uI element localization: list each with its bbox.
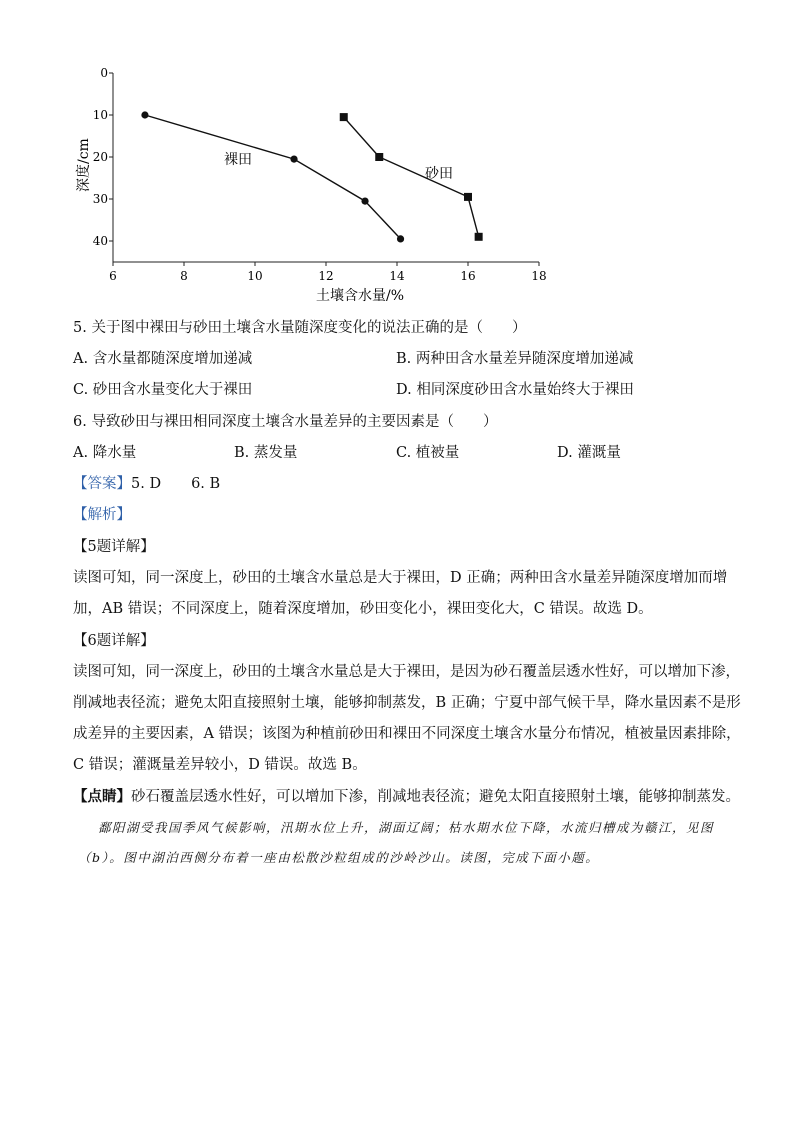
q5-option-b: B. 两种田含水量差异随深度增加递减: [396, 351, 634, 367]
analysis-tag: 【解析】: [73, 507, 131, 523]
data-point-circle: [290, 156, 297, 163]
tip-tag: 【点睛】: [73, 788, 131, 805]
series-label-sand: 砂田: [425, 166, 453, 182]
q5-option-a: A. 含水量都随深度增加递减: [73, 351, 253, 367]
detail6-line3: 成差异的主要因素，A 错误；该图为种植前砂田和裸田不同深度土壤含水量分布情况，植被量因素排除，: [73, 726, 741, 742]
answer-5: 5. D: [131, 476, 162, 492]
x-tick-label: 8: [180, 269, 188, 283]
x-axis-label: 土壤含水量/%: [316, 288, 405, 304]
x-tick-label: 10: [247, 269, 263, 283]
series-line-0: [145, 115, 401, 239]
detail6-tag: 【6题详解】: [73, 633, 155, 649]
q6-option-b: B. 蒸发量: [234, 445, 298, 461]
x-tick-label: 12: [318, 269, 334, 283]
series-label-bare: 裸田: [224, 152, 252, 168]
y-tick-label: 20: [92, 150, 108, 164]
data-point-square: [464, 193, 472, 201]
detail5-tag: 【5题详解】: [73, 539, 155, 555]
answer-6: 6. B: [191, 476, 221, 492]
tip-text: 砂石覆盖层透水性好，可以增加下渗，削减地表径流；避免太阳直接照射土壤，能够抑制蒸发。: [131, 789, 740, 805]
soil-moisture-chart: [0, 0, 794, 320]
detail5-line1: 读图可知，同一深度上，砂田的土壤含水量总是大于裸田，D 正确；两种田含水量差异随深度增加而增: [73, 570, 728, 586]
detail6-line4: C 错误；灌溉量差异较小，D 错误。故选 B。: [73, 757, 367, 773]
x-tick-label: 6: [109, 269, 117, 283]
q6-option-c: C. 植被量: [396, 445, 460, 461]
next-passage-line2: （b）。图中湖泊西侧分布着一座由松散沙粒组成的沙岭沙山。读图，完成下面小题。: [78, 850, 600, 865]
answer-tag: 【答案】: [73, 476, 131, 492]
tip-line: [73, 785, 740, 806]
data-point-square: [375, 153, 383, 161]
x-tick-label: 16: [460, 269, 476, 283]
q5-option-c: C. 砂田含水量变化大于裸田: [73, 382, 253, 398]
y-axis-label: 深度/cm: [76, 138, 92, 192]
q5-option-d: D. 相同深度砂田含水量始终大于裸田: [396, 382, 634, 398]
y-tick-label: 0: [100, 66, 108, 80]
detail6-line2: 削减地表径流；避免太阳直接照射土壤，能够抑制蒸发，B 正确；宁夏中部气候干旱，降水量因素不是形: [73, 695, 741, 711]
data-point-square: [340, 113, 348, 121]
q5-stem: 5. 关于图中裸田与砂田土壤含水量随深度变化的说法正确的是（ ）: [73, 320, 527, 336]
series-line-1: [344, 117, 479, 237]
data-point-circle: [141, 111, 148, 118]
q6-option-a: A. 降水量: [73, 445, 137, 461]
data-point-circle: [361, 198, 368, 205]
q6-option-d: D. 灌溉量: [557, 445, 621, 461]
q6-stem: 6. 导致砂田与裸田相同深度土壤含水量差异的主要因素是（ ）: [73, 414, 498, 430]
x-tick-label: 14: [389, 269, 405, 283]
answer-line: [73, 472, 220, 493]
y-tick-label: 30: [92, 192, 108, 206]
detail5-line2: 加，AB 错误；不同深度上，随着深度增加，砂田变化小，裸田变化大，C 错误。故选 D。: [73, 601, 653, 617]
data-point-circle: [397, 235, 404, 242]
next-passage-line1: 鄱阳湖受我国季风气候影响，汛期水位上升，湖面辽阔；枯水期水位下降，水流归槽成为赣江，见图: [98, 820, 715, 835]
y-tick-label: 10: [92, 108, 108, 122]
detail6-line1: 读图可知，同一深度上，砂田的土壤含水量总是大于裸田，是因为砂石覆盖层透水性好，可以增加下渗，: [73, 664, 740, 680]
y-tick-label: 40: [92, 234, 108, 248]
data-point-square: [475, 233, 483, 241]
x-tick-label: 18: [531, 269, 547, 283]
